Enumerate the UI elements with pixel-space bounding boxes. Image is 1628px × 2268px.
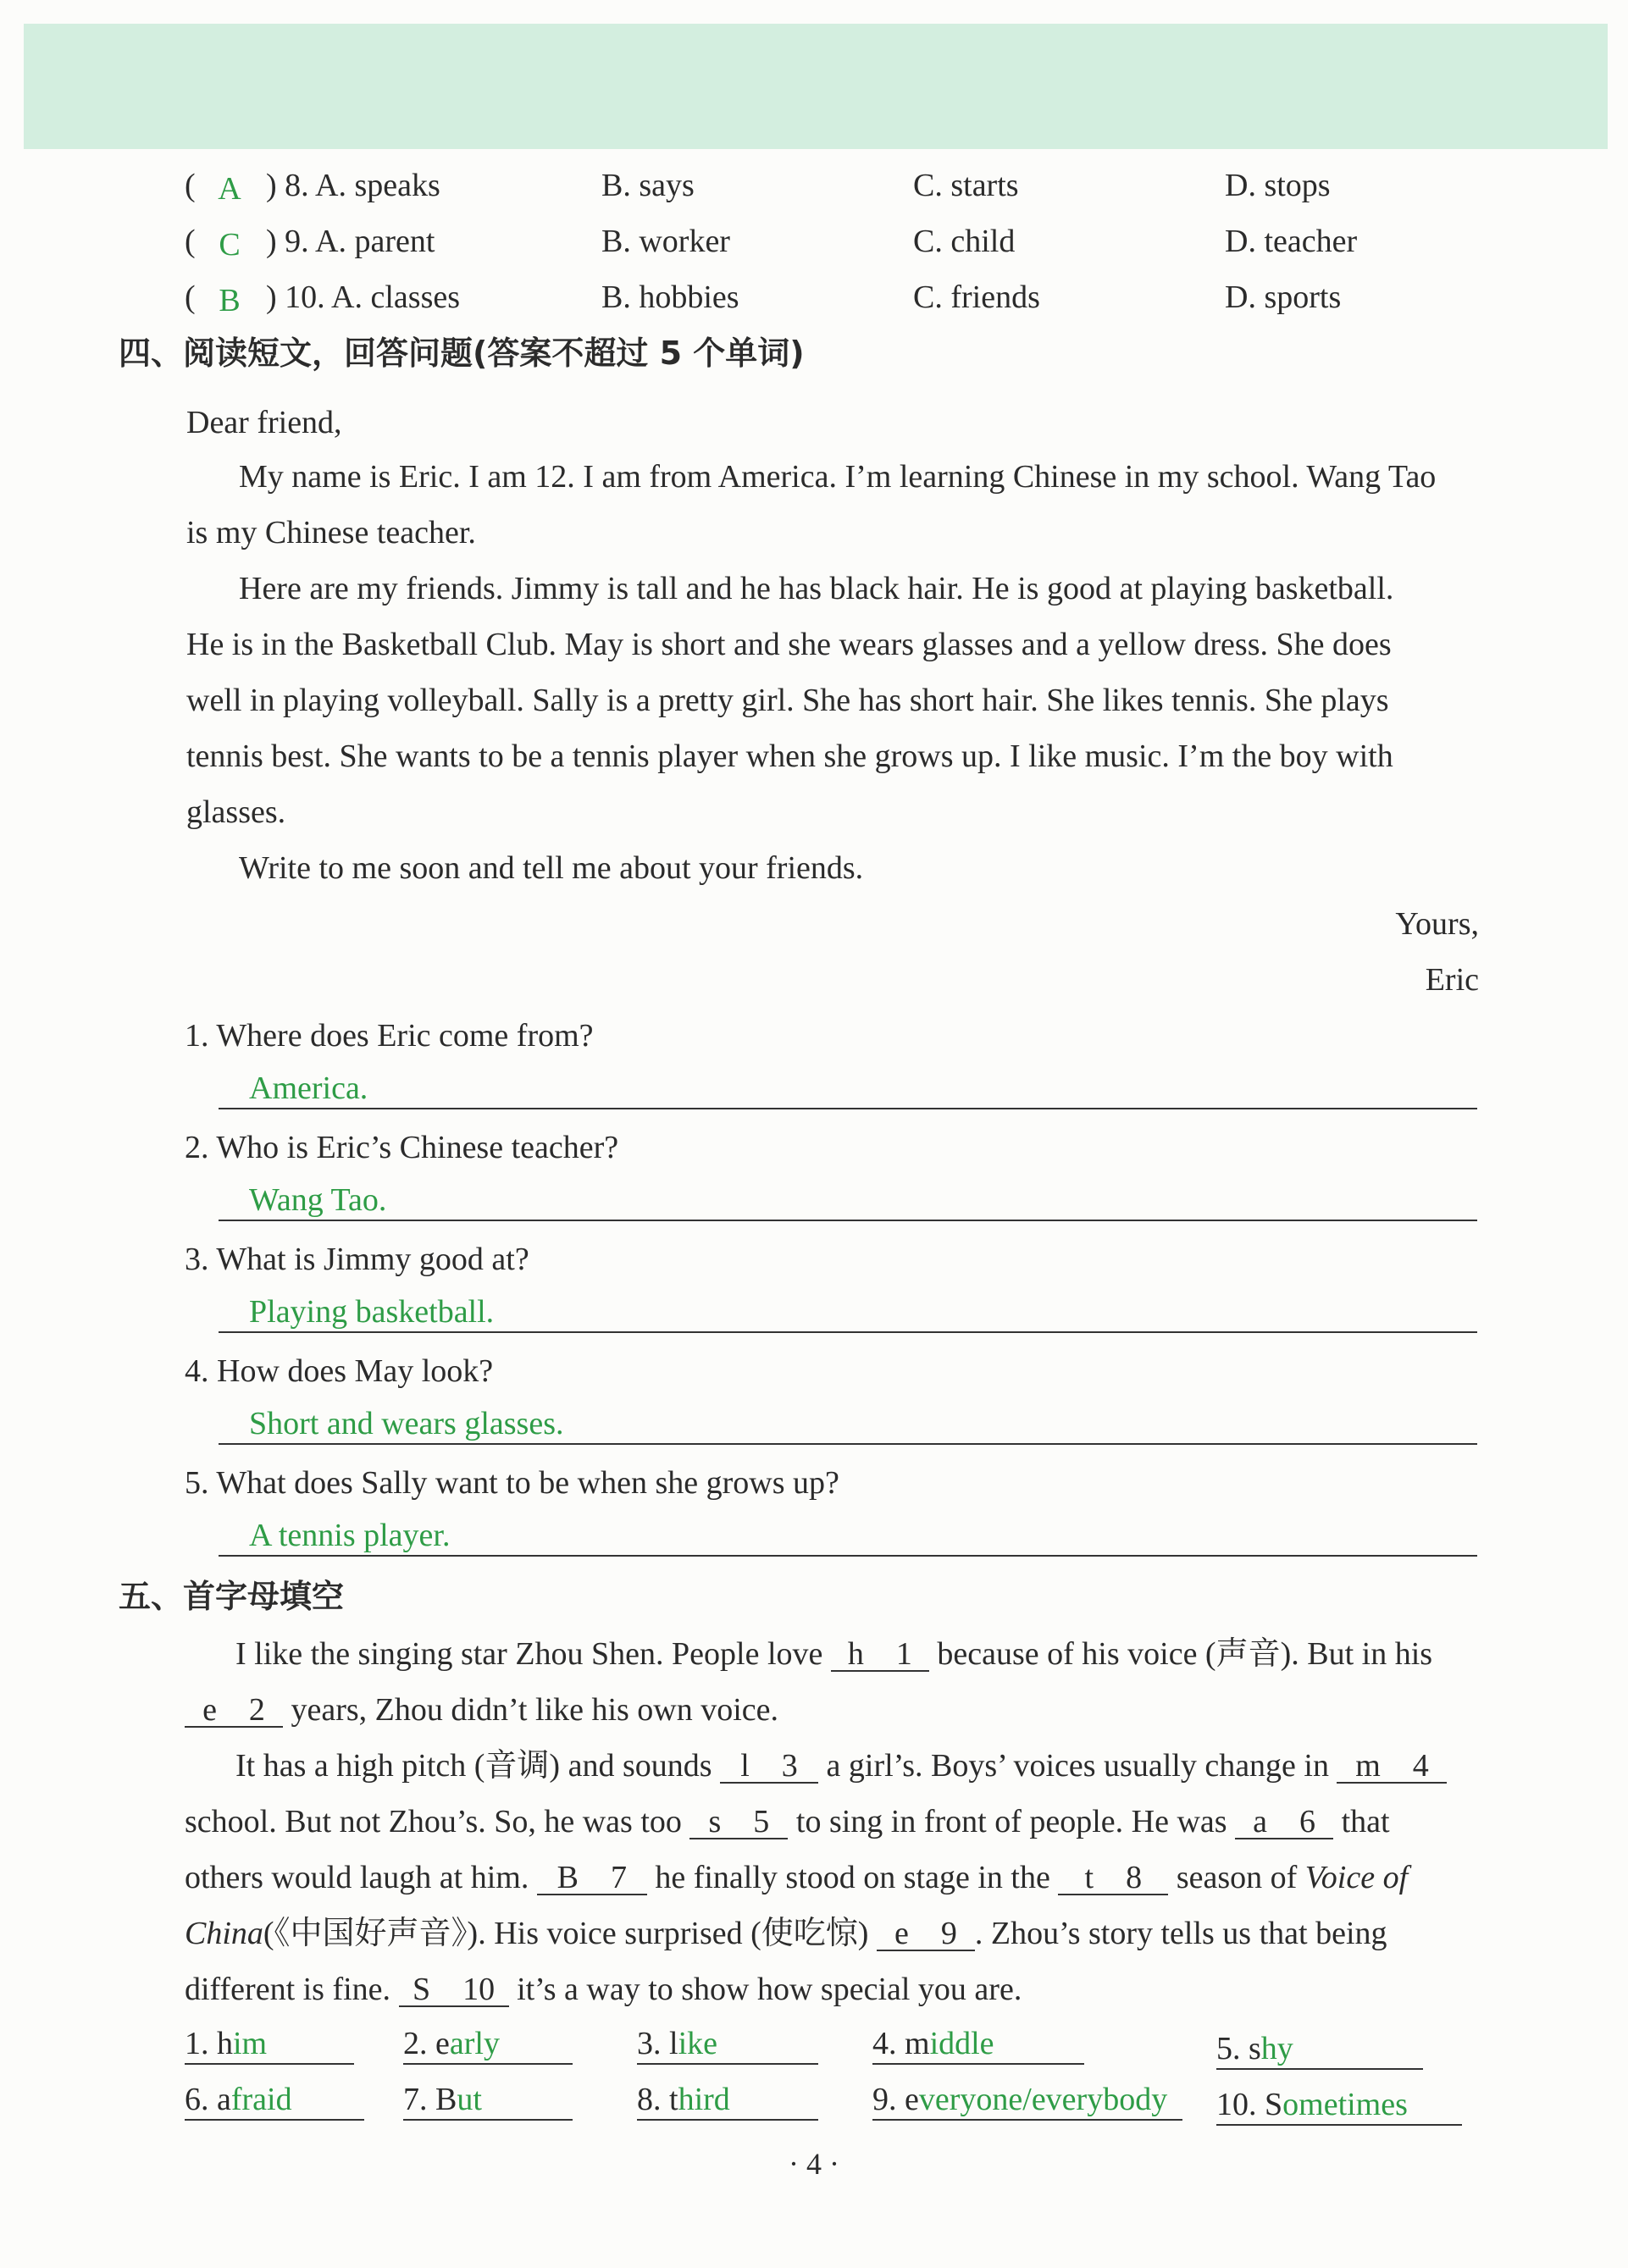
question: 2. Who is Eric’s Chinese teacher? xyxy=(185,1130,619,1165)
cloze-line xyxy=(235,1746,1447,1785)
cloze-text: different is fine. xyxy=(185,1972,391,2007)
mcq-option-d: D. sports xyxy=(1225,279,1342,315)
cloze-blank: m 4 xyxy=(1337,1746,1447,1784)
cloze-text: because of his voice (声音). But in his xyxy=(937,1636,1433,1672)
answer-prefix: 1. h xyxy=(185,2026,233,2061)
letter-salutation: Dear friend, xyxy=(186,405,342,440)
answer-prefix: 3. l xyxy=(637,2026,678,2061)
letter-line: well in playing volleyball. Sally is a pretty girl. She has short hair. She likes tennis. She plays xyxy=(186,683,1389,718)
answer-text: hird xyxy=(678,2082,730,2117)
cloze-answer xyxy=(403,2024,573,2065)
mcq-option-d: D. teacher xyxy=(1225,224,1358,259)
cloze-text: it’s a way to show how special you are. xyxy=(517,1972,1022,2007)
cloze-blank: S 10 xyxy=(399,1970,509,2007)
answer-text: A tennis player. xyxy=(249,1518,451,1553)
mcq-answer: B xyxy=(219,283,241,318)
mcq-option-a: ) 8. A. speaks xyxy=(266,168,440,203)
answer-line xyxy=(219,1070,1477,1109)
answer-text: im xyxy=(233,2026,268,2061)
answer-prefix: 4. m xyxy=(872,2026,930,2061)
cloze-blank: a 6 xyxy=(1235,1802,1333,1839)
answer-prefix: 10. S xyxy=(1216,2087,1283,2122)
letter-line: He is in the Basketball Club. May is short and she wears glasses and a yellow dress. She does xyxy=(186,627,1392,662)
letter-signature: Eric xyxy=(1425,962,1479,998)
mcq-option-a: ) 10. A. classes xyxy=(266,279,461,315)
mcq-option-b: B. hobbies xyxy=(601,279,739,315)
cloze-answer xyxy=(185,2080,364,2121)
answer-text: veryone/everybody xyxy=(918,2082,1168,2117)
cloze-line xyxy=(185,1690,778,1729)
answer-prefix: 7. B xyxy=(403,2082,457,2117)
cloze-line xyxy=(235,1635,1432,1673)
question: 4. How does May look? xyxy=(185,1353,494,1389)
letter-closing: Yours, xyxy=(1395,906,1479,942)
paren-open: ( xyxy=(185,224,196,259)
paren-open: ( xyxy=(185,279,196,315)
cloze-text: that xyxy=(1341,1804,1390,1839)
cloze-line xyxy=(185,1858,1408,1897)
cloze-answer xyxy=(872,2024,1084,2065)
answer-prefix: 8. t xyxy=(637,2082,678,2117)
cloze-line xyxy=(185,1914,1387,1953)
mcq-option-b: B. says xyxy=(601,168,695,203)
cloze-answer xyxy=(872,2080,1182,2121)
cloze-text: season of xyxy=(1176,1860,1298,1895)
page-number: · 4 · xyxy=(789,2147,839,2181)
answer-text: Short and wears glasses. xyxy=(249,1406,564,1441)
answer-text: fraid xyxy=(230,2082,292,2117)
cloze-blank: B 7 xyxy=(537,1858,647,1895)
cloze-text: years, Zhou didn’t like his own voice. xyxy=(291,1692,779,1728)
letter-line: tennis best. She wants to be a tennis player when she grows up. I like music. I’m the boy with xyxy=(186,738,1393,774)
answer-text: America. xyxy=(249,1070,368,1106)
cloze-line xyxy=(185,1970,1022,2009)
cloze-text: others would laugh at him. xyxy=(185,1860,529,1895)
mcq-option-a: ) 9. A. parent xyxy=(266,224,435,259)
answer-line xyxy=(219,1182,1477,1221)
answer-prefix: 6. a xyxy=(185,2082,231,2117)
cloze-blank: t 8 xyxy=(1058,1858,1168,1895)
cloze-text: I like the singing star Zhou Shen. People love xyxy=(235,1636,823,1672)
header-band xyxy=(24,24,1608,149)
cloze-answer xyxy=(185,2024,354,2065)
answer-text: Wang Tao. xyxy=(249,1182,387,1218)
cloze-answer xyxy=(1216,2029,1423,2070)
mcq-option-c: C. child xyxy=(913,224,1016,259)
mcq-answer: A xyxy=(218,171,241,207)
cloze-blank: e 9 xyxy=(877,1914,975,1951)
answer-prefix: 2. e xyxy=(403,2026,450,2061)
question: 3. What is Jimmy good at? xyxy=(185,1242,529,1277)
answer-line xyxy=(219,1518,1477,1557)
letter-line: My name is Eric. I am 12. I am from America. I’m learning Chinese in my school. Wang Tao xyxy=(239,459,1437,495)
answer-prefix: 5. s xyxy=(1216,2031,1261,2066)
cloze-italic: China xyxy=(185,1916,263,1951)
answer-text: Playing basketball. xyxy=(249,1294,495,1330)
section-5-title: 五、首字母填空 xyxy=(119,1578,345,1615)
cloze-text: It has a high pitch (音调) and sounds xyxy=(235,1748,712,1784)
answer-text: ike xyxy=(678,2026,717,2061)
cloze-answer xyxy=(637,2080,818,2121)
cloze-text: a girl’s. Boys’ voices usually change in xyxy=(826,1748,1329,1784)
cloze-answer xyxy=(1216,2085,1462,2126)
cloze-text: (《中国好声音》). His voice surprised (使吃惊) xyxy=(263,1916,869,1951)
paren-open: ( xyxy=(185,168,196,203)
letter-line: Here are my friends. Jimmy is tall and he has black hair. He is good at playing basketball. xyxy=(239,571,1394,606)
mcq-option-b: B. worker xyxy=(601,224,730,259)
mcq-answer: C xyxy=(219,227,241,263)
cloze-blank: e 2 xyxy=(185,1690,283,1728)
cloze-answer xyxy=(403,2080,573,2121)
cloze-text: school. But not Zhou’s. So, he was too xyxy=(185,1804,682,1839)
answer-text: ometimes xyxy=(1282,2087,1408,2122)
cloze-answer xyxy=(637,2024,818,2065)
letter-line: Write to me soon and tell me about your friends. xyxy=(239,850,864,886)
cloze-line xyxy=(185,1802,1390,1841)
answer-line xyxy=(219,1406,1477,1445)
answer-text: iddle xyxy=(929,2026,994,2061)
answer-text: ut xyxy=(457,2082,482,2117)
cloze-blank: s 5 xyxy=(689,1802,788,1839)
mcq-option-c: C. friends xyxy=(913,279,1040,315)
answer-prefix: 9. e xyxy=(872,2082,919,2117)
cloze-blank: h 1 xyxy=(831,1635,929,1672)
letter-line: glasses. xyxy=(186,794,286,830)
cloze-blank: l 3 xyxy=(720,1746,818,1784)
section-4-title: 四、阅读短文，回答问题(答案不超过 5 个单词) xyxy=(119,335,805,372)
answer-text: arly xyxy=(449,2026,500,2061)
answer-line xyxy=(219,1294,1477,1333)
cloze-text: to sing in front of people. He was xyxy=(795,1804,1227,1839)
cloze-text: he finally stood on stage in the xyxy=(655,1860,1050,1895)
cloze-italic: Voice of xyxy=(1304,1860,1409,1895)
answer-text: hy xyxy=(1260,2031,1293,2066)
question: 5. What does Sally want to be when she grows up? xyxy=(185,1465,839,1501)
question: 1. Where does Eric come from? xyxy=(185,1018,594,1054)
letter-line: is my Chinese teacher. xyxy=(186,515,476,550)
mcq-option-c: C. starts xyxy=(913,168,1019,203)
cloze-text: . Zhou’s story tells us that being xyxy=(974,1916,1387,1951)
mcq-option-d: D. stops xyxy=(1225,168,1331,203)
